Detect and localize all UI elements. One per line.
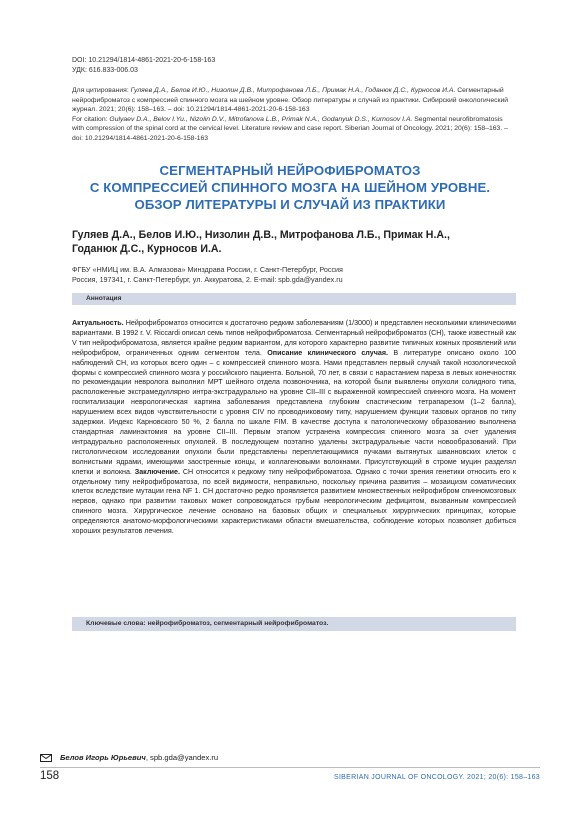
citation-en-lead: For citation: xyxy=(72,115,110,123)
udc: УДК: 616.833-006.03 xyxy=(72,66,138,74)
doi: DOI: 10.21294/1814-4861-2021-20-6-158-163 xyxy=(72,57,216,64)
relevance-label: Актуальность. xyxy=(72,319,124,327)
author-list xyxy=(72,228,512,256)
envelope-icon xyxy=(40,754,52,762)
corresponding-author xyxy=(40,753,218,763)
authors-line-2: Годанюк Д.С., Курносов И.А. xyxy=(72,243,222,255)
keywords: Ключевые слова: нейрофиброматоз, сегментарный нейрофиброматоз. xyxy=(72,617,516,631)
citation-en-authors: Gulyaev D.A., Belov I.Yu., Nizolin D.V., Mitrofanova L.B., Primak N.A., Godanyuk D.S., Kurnosov I.A. xyxy=(109,115,413,123)
footer-divider xyxy=(40,767,540,768)
conclusion-label: Заключение. xyxy=(134,467,180,476)
contact-email[interactable]: , spb.gda@yandex.ru xyxy=(145,753,219,762)
page-number: 158 xyxy=(40,770,60,782)
relevance-text: Нейрофиброматоз относится к достаточно редким заболеваниям (1/3000) и представлен несколькими клиническими вариантами. В 1992 г. V. Riccardi описал семь типов нейрофиброматоза. Сегментарный нейрофиброматоз (СН), также известный как V тип нейрофиброматоза, является крайне редким вариантом, для которого характерно развитие типичных кожных проявлений или нейрофибром, ограниченных одним сегментом тела. xyxy=(72,319,516,357)
conclusion-text: СН относится к редкому типу нейрофиброматоза. Однако с точки зрения генетики относить его к отдельному типу нейрофиброматоза, по всей видимости, неправильно, поскольку причина развития – мозаицизм соматических клеток вследствие мутации гена NF 1. СН достаточно редко проявляется развитием множественных нейрофибром спинномозговых нервов, однако при развитии таковых может сопровождаться грубым неврологическим дефицитом, вызванным компрессией спинного мозга. Хирургическое лечение основано на базовых общих и специальных хирургических принципах, которые определяются анатомо-морфологическими характеристиками области вмешательства, соблюдение которых позволяет добиться хороших результатов лечения. xyxy=(72,467,516,536)
article-meta xyxy=(72,56,512,75)
authors-line-1: Гуляев Д.А., Белов И.Ю., Низолин Д.В., Митрофанова Л.Б., Примак Н.А., xyxy=(72,229,450,241)
contact-name: Белов Игорь Юрьевич xyxy=(60,753,146,762)
affiliation-line-2: Россия, 197341, г. Санкт-Петербург, ул. Аккуратова, 2. E-mail: spb.gda@yandex.ru xyxy=(72,275,343,284)
citation-block xyxy=(72,86,512,144)
citation-ru-authors: Гуляев Д.А., Белов И.Ю., Низолин Д.В., Митрофанова Л.Б., Примак Н.А., Годанюк Д.С., Курносов И.А. xyxy=(130,87,456,94)
title-line-3: ОБЗОР ЛИТЕРАТУРЫ И СЛУЧАЙ ИЗ ПРАКТИКИ xyxy=(134,197,446,212)
abstract-heading: Аннотация xyxy=(72,293,516,305)
affiliation-line-1: ФГБУ «НМИЦ им. В.А. Алмазова» Минздрава России, г. Санкт-Петербург, Россия xyxy=(72,265,343,274)
affiliation xyxy=(72,265,512,285)
title-line-1: СЕГМЕНТАРНЫЙ НЕЙРОФИБРОМАТОЗ xyxy=(159,163,421,178)
case-text: В литературе описано около 100 наблюдений СН, из которых всего один – с компрессией спинного мозга. Нами представлен первый случай такой нозологической формы с компрессией спинного мозга у российского пациента. Больной, 70 лет, в связи с нарастанием пареза в левых конечностях по рекомендации невролога выполнил МРТ шейного отдела позвоночника, на которой были выявлены опухоли солидного типа, расположенные экстрамедуллярно интра-экстрадурально на уровне CII–III с выраженной компрессией спинного мозга. На момент госпитализации неврологическая картина заболевания представлена глубоким спастическим тетрапарезом (1–2 балла), нарушением всех видов чувствительности с уровня CIV по проводниковому типу, нарушением функции тазовых органов по типу задержки. Индекс Карновского 50 %, 2 балла по шкале FIM. В качестве доступа к патологическому образованию выполнена стандартная ламинэктомия на уровне CII–III. Первым этапом устранена компрессия спинного мозга за счет удаления интрадурально расположенных опухолей. В последующем поэтапно удалены экстрадуральные части новообразований. При гистологическом исследовании опухоли были представлены переплетающимися пучками вытянутых шванновских клеток с волнистыми ядрами, имеющими заостренные концы, и коллагеновыми волокнами. Присутствующий в строме муцин разделял клетки и волокна. xyxy=(72,348,516,476)
title-line-2: С КОМПРЕССИЕЙ СПИННОГО МОЗГА НА ШЕЙНОМ УРОВНЕ. xyxy=(89,180,491,195)
citation-ru-rest: Сегментарный нейрофиброматоз с компрессией спинного мозга на шейном уровне. Обзор литературы и случай из практики. Сибирский онкологический журнал. 2021; 20(6): 158–163. – doi: 10.21294/1814-4861-2021-20-6-158-163 xyxy=(72,87,509,114)
article-title xyxy=(60,162,520,213)
case-label: Описание клинического случая. xyxy=(267,348,388,357)
citation-ru-lead: Для цитирования: xyxy=(72,87,131,94)
citation-en-rest: Segmental neurofibromatosis with compression of the spinal cord at the cervical level. Literature review and case report. Siberian Journal of Oncology. 2021; 20(6): 158–163. – doi: 10.21294/1814-4861-2021-20-6-158-163 xyxy=(72,115,508,142)
abstract-body xyxy=(72,319,516,537)
journal-footer: SIBERIAN JOURNAL OF ONCOLOGY. 2021; 20(6): 158–163 xyxy=(333,774,540,781)
